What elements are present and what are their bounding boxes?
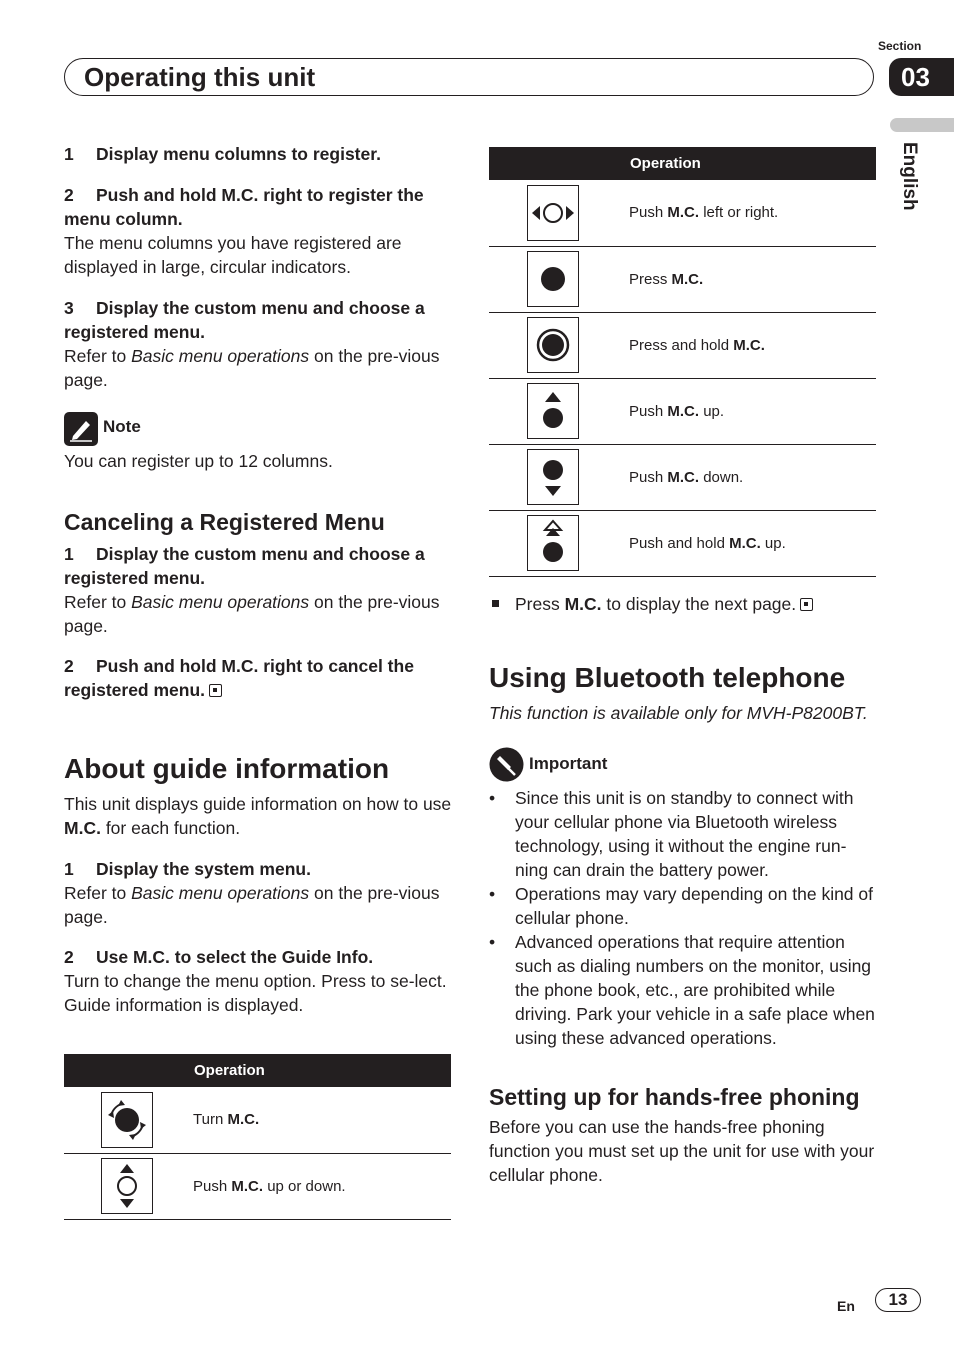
table-row (489, 312, 876, 378)
table-row (489, 246, 876, 312)
guide-step-1: 1 Display the system menu. (64, 859, 311, 879)
row-text: Push and hold M.C. up. (629, 534, 786, 552)
step-3: 3 Display the custom menu and choose a registered menu. (64, 298, 425, 342)
guide-operation-table (64, 1054, 451, 1220)
list-item: • Operations may vary depending on the kind of cellular phone. (489, 882, 879, 930)
next-page-note: Press M.C. to display the next page. (489, 592, 879, 616)
handsfree-section (489, 1082, 879, 1187)
page-title: Operating this unit (84, 62, 316, 92)
end-mark-icon (209, 684, 222, 697)
table-row (489, 444, 876, 510)
section-number: 03 (889, 58, 954, 96)
step-3-body: Refer to Basic menu operations on the pre-vious page. (64, 346, 440, 390)
guide-step-1-body: Refer to Basic menu operations on the pre-vious page. (64, 883, 440, 927)
row-text: Push M.C. left or right. (629, 204, 779, 222)
important-list (489, 786, 879, 1050)
row-text: Push M.C. up or down. (193, 1177, 346, 1195)
table-header: Operation (489, 147, 876, 180)
mc-press-icon (527, 251, 579, 307)
note-icon (64, 412, 98, 446)
cancel-step-2: 2 Push and hold M.C. right to cancel the registered menu. (64, 656, 414, 700)
handsfree-heading: Setting up for hands-free phoning (489, 1084, 860, 1110)
guide-intro: This unit displays guide information on how to use M.C. for each function. (64, 794, 452, 838)
guide-step-2: 2 Use M.C. to select the Guide Info. (64, 947, 374, 967)
language-tab-bar (890, 118, 954, 132)
square-bullet-icon (492, 600, 499, 607)
table-row (489, 180, 876, 246)
left-column (64, 142, 454, 392)
note-text: You can register up to 12 columns. (64, 451, 333, 471)
mc-press-hold-icon (527, 317, 579, 373)
cancel-section (64, 507, 454, 702)
table-row (64, 1153, 451, 1219)
mc-up-down-icon (101, 1158, 153, 1214)
important-label: Important (529, 754, 608, 773)
note-label: Note (103, 417, 141, 436)
important-icon (489, 747, 524, 782)
step-2-body: The menu columns you have registered are displayed in large, circular indicators. (64, 233, 402, 277)
section-label: Section (878, 39, 922, 53)
cancel-step-1: 1 Display the custom menu and choose a registered menu. (64, 544, 425, 588)
mc-operation-table (489, 147, 876, 577)
guide-section (64, 751, 456, 1017)
cancel-step-1-body: Refer to Basic menu operations on the pre-vious page. (64, 592, 440, 636)
mc-push-down-icon (527, 449, 579, 505)
mc-left-right-icon (527, 185, 579, 241)
guide-step-2-body2: Guide information is displayed. (64, 995, 304, 1015)
footer-language: En (837, 1298, 855, 1314)
list-item: • Since this unit is on standby to connect with your cellular phone via Bluetooth wireless technology, using it without the engine run-ning can drain the battery power. (489, 786, 879, 882)
page-number: 13 (875, 1288, 921, 1312)
row-text: Push M.C. up. (629, 402, 725, 420)
row-text: Push M.C. down. (629, 468, 744, 486)
mc-push-hold-up-icon (527, 515, 579, 571)
step-2: 2 Push and hold M.C. right to register the menu column. (64, 185, 424, 229)
end-mark-icon (800, 598, 813, 611)
table-header: Operation (64, 1054, 451, 1087)
bluetooth-heading: Using Bluetooth telephone (489, 662, 846, 693)
cancel-heading: Canceling a Registered Menu (64, 509, 385, 535)
row-text: Press and hold M.C. (629, 336, 765, 354)
table-row (64, 1087, 451, 1153)
language-tab: English (899, 142, 920, 211)
availability-note: This function is available only for MVH-P8200BT. (489, 703, 868, 723)
row-text: Turn M.C. (193, 1111, 260, 1129)
bluetooth-section (489, 660, 879, 725)
table-row (489, 378, 876, 444)
mc-turn-icon (101, 1092, 153, 1148)
guide-step-2-body1: Turn to change the menu option. Press to se-lect. (64, 971, 447, 991)
table-row (489, 510, 876, 576)
step-1: 1 Display menu columns to register. (64, 144, 381, 164)
mc-push-up-icon (527, 383, 579, 439)
guide-heading: About guide information (64, 753, 390, 784)
handsfree-body: Before you can use the hands-free phoning function you must set up the unit for use with your cellular phone. (489, 1117, 875, 1185)
row-text: Press M.C. (629, 270, 704, 288)
list-item: • Advanced operations that require attention such as dialing numbers on the monitor, using the phone book, etc., are prohibited while driving. Park your vehicle in a safe place when using these advanced operations. (489, 930, 879, 1050)
